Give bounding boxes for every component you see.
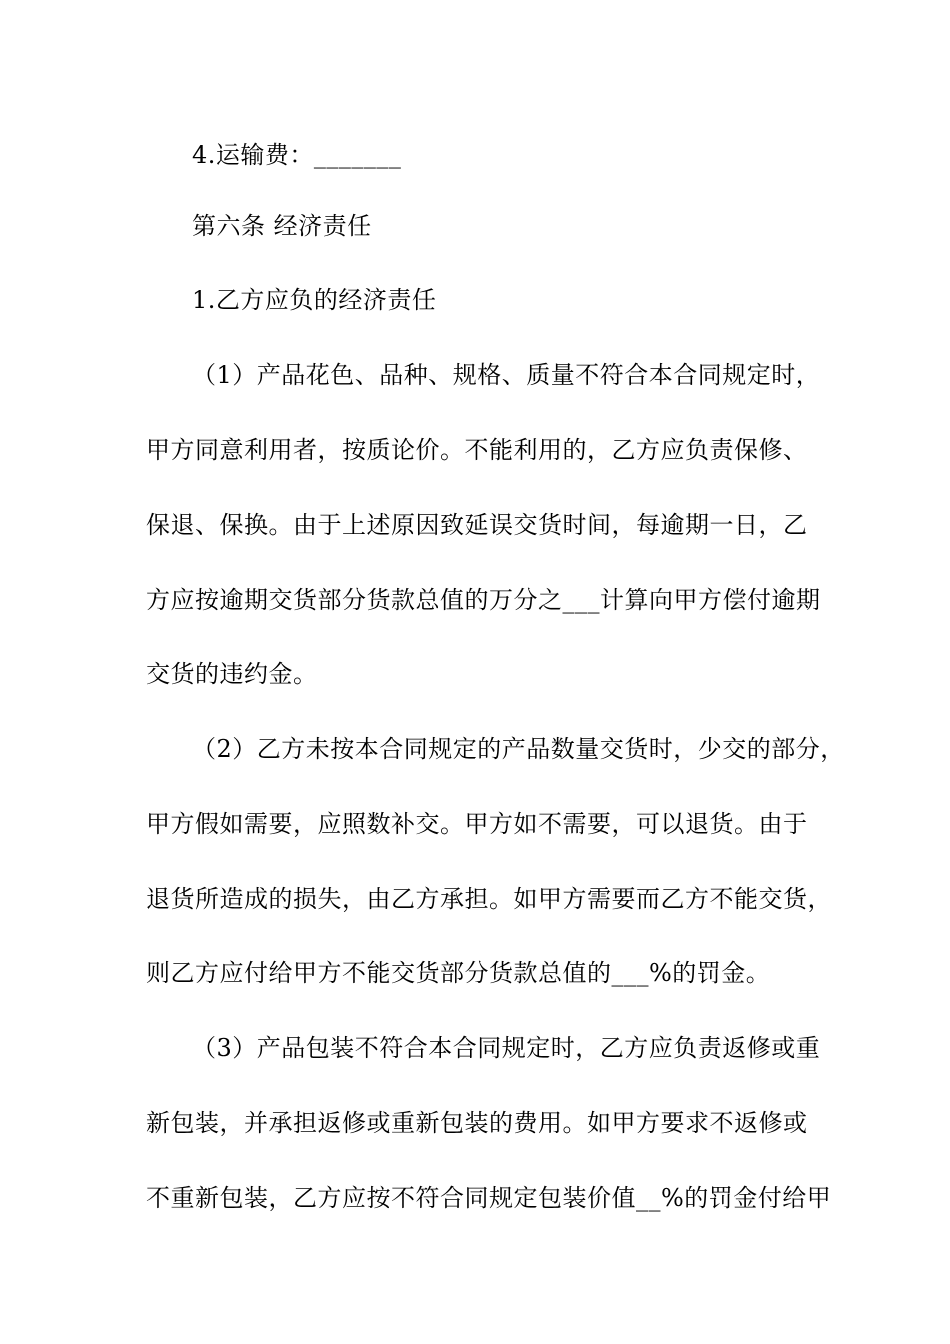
text-line: 新包装，并承担返修或重新包装的费用。如甲方要求不返修或 — [146, 1109, 808, 1137]
text-line: 则乙方应付给甲方不能交货部分货款总值的___%的罚金。 — [146, 959, 771, 987]
subsection-heading: 1.乙方应负的经济责任 — [192, 286, 437, 314]
text-line: （2）乙方未按本合同规定的产品数量交货时，少交的部分， — [192, 735, 845, 763]
text-line: 交货的违约金。 — [146, 660, 318, 688]
text-line: 保退、保换。由于上述原因致延误交货时间，每逾期一日，乙 — [146, 511, 808, 539]
text-line: （3）产品包装不符合本合同规定时，乙方应负责返修或重 — [192, 1034, 821, 1062]
section-heading: 第六条 经济责任 — [192, 212, 372, 240]
text-line: 4.运输费：_______ — [192, 141, 402, 169]
text-line: 退货所造成的损失，由乙方承担。如甲方需要而乙方不能交货， — [146, 885, 832, 913]
text-line: 甲方假如需要，应照数补交。甲方如不需要，可以退货。由于 — [146, 810, 808, 838]
text-line: 方应按逾期交货部分货款总值的万分之___计算向甲方偿付逾期 — [146, 586, 821, 614]
text-line: （1）产品花色、品种、规格、质量不符合本合同规定时， — [192, 361, 821, 389]
text-line: 甲方同意利用者，按质论价。不能利用的，乙方应负责保修、 — [146, 436, 808, 464]
text-line: 不重新包装，乙方应按不符合同规定包装价值__%的罚金付给甲 — [146, 1184, 832, 1212]
